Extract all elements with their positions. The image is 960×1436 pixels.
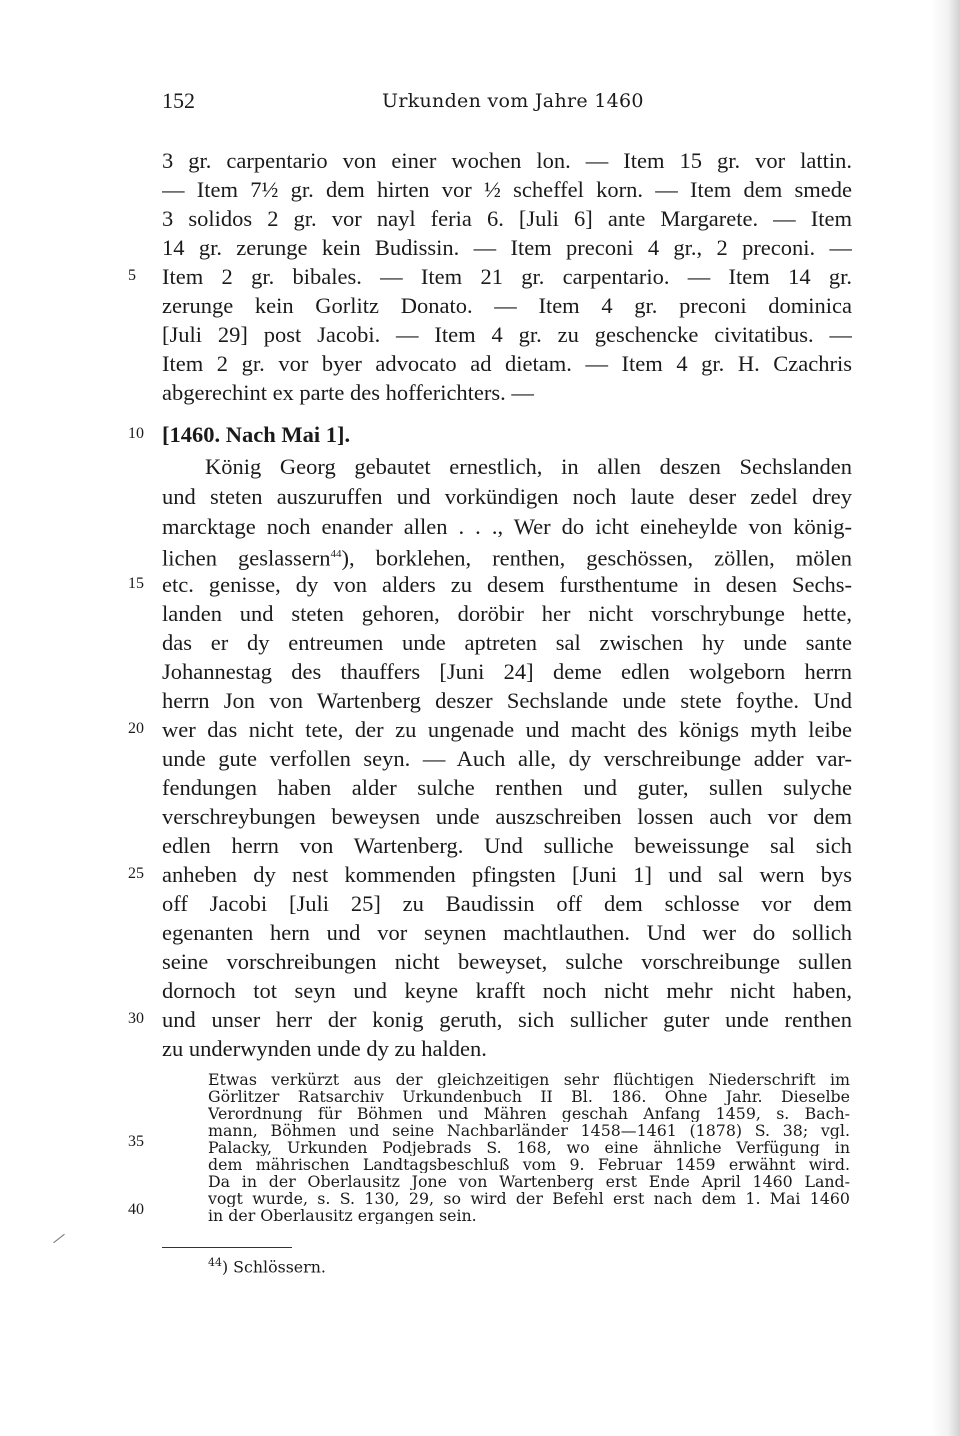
- document-line: seine vorschreibungen nicht beweyset, sulche vorschreibunge sullen: [162, 949, 852, 974]
- document-line: marcktage noch enander allen . . ., Wer do icht eineheylde von könig-: [162, 514, 852, 539]
- document-line: anheben dy nest kommenden pfingsten [Juni 1] und sal wern bys: [162, 862, 852, 887]
- line-number: 35: [128, 1133, 144, 1150]
- editorial-note-line: Palacky, Urkunden Podjebrads S. 168, wo eine ähnliche Verfügung in: [208, 1139, 850, 1156]
- footnote: [208, 1256, 326, 1276]
- page-edge-shadow: [930, 0, 960, 1436]
- footnote-marker: 44: [208, 1256, 222, 1269]
- body-line: 3 solidos 2 gr. vor nayl feria 6. [Juli 6] ante Margarete. — Item: [162, 206, 852, 231]
- body-line: [Juli 29] post Jacobi. — Item 4 gr. zu geschencke civitatibus. —: [162, 322, 852, 347]
- editorial-note-line: Da in der Oberlausitz Jone von Wartenberg erst Ende April 1460 Land-: [208, 1173, 850, 1190]
- document-heading: [1460. Nach Mai 1].: [162, 422, 351, 447]
- document-line: landen und steten gehoren, doröbir her nicht vorschrybunge hette,: [162, 601, 852, 626]
- editorial-note-line: mann, Böhmen und seine Nachbarländer 1458—1461 (1878) S. 38; vgl.: [208, 1122, 850, 1139]
- document-line: wer das nicht tete, der zu ungenade und macht des königs myth leibe: [162, 717, 852, 742]
- document-line: [162, 540, 852, 573]
- document-line: und steten auszuruffen und vorkündigen noch laute deser zedel drey: [162, 484, 852, 509]
- editorial-note-line: vogt wurde, s. S. 130, 29, so wird der Befehl erst nach dem 1. Mai 1460: [208, 1190, 850, 1207]
- document-line: verschreybungen beweysen unde auszschreiben lossen auch vor dem: [162, 804, 852, 829]
- running-title: Urkunden vom Jahre 1460: [382, 90, 644, 112]
- body-line: 3 gr. carpentario von einer wochen lon. — Item 15 gr. vor lattin.: [162, 148, 852, 173]
- document-line: egenanten hern und vor seynen machtlauthen. Und wer do sollich: [162, 920, 852, 945]
- document-line: etc. genisse, dy von alders zu desem fursthentume in desen Sechs-: [162, 572, 852, 597]
- body-line: zerunge kein Gorlitz Donato. — Item 4 gr. preconi dominica: [162, 293, 852, 318]
- document-line: König Georg gebautet ernestlich, in allen deszen Sechslanden: [205, 454, 852, 479]
- page-header: [162, 88, 852, 118]
- line-number: 10: [128, 425, 144, 442]
- document-line: und unser herr der konig geruth, sich sullicher guter unde renthen: [162, 1007, 852, 1032]
- document-line: Johannestag des thauffers [Juni 24] deme edlen wolgeborn herrn: [162, 659, 852, 684]
- line-number: 5: [128, 267, 136, 284]
- line-number: 30: [128, 1010, 144, 1027]
- body-line: 14 gr. zerunge kein Budissin. — Item preconi 4 gr., 2 preconi. —: [162, 235, 852, 260]
- document-line: das er dy entreumen unde aptreten sal zwischen hy unde sante: [162, 630, 852, 655]
- document-line-end: ), borklehen, renthen, geschössen, zöllen, mölen: [341, 545, 852, 571]
- editorial-note-line: dem mährischen Landtagsbeschluß vom 9. Februar 1459 erwähnt wird.: [208, 1156, 850, 1173]
- body-line: — Item 7½ gr. dem hirten vor ½ scheffel korn. — Item dem smede: [162, 177, 852, 202]
- editorial-note-line: Verordnung für Böhmen und Mähren geschah Anfang 1459, s. Bach-: [208, 1105, 850, 1122]
- pencil-mark: [53, 1234, 65, 1243]
- editorial-note-line: Görlitzer Ratsarchiv Urkundenbuch II Bl. 186. Ohne Jahr. Dieselbe: [208, 1088, 850, 1105]
- line-number: 20: [128, 720, 144, 737]
- body-line: Item 2 gr. bibales. — Item 21 gr. carpentario. — Item 14 gr.: [162, 264, 852, 289]
- line-number: 40: [128, 1201, 144, 1218]
- line-number: 25: [128, 865, 144, 882]
- editorial-note-line: in der Oberlausitz ergangen sein.: [208, 1207, 477, 1224]
- editorial-note-line: Etwas verkürzt aus der gleichzeitigen sehr flüchtigen Niederschrift im: [208, 1071, 850, 1088]
- footnote-reference: 44: [330, 548, 342, 560]
- document-line: fendungen haben alder sulche renthen und guter, sullen sulyche: [162, 775, 852, 800]
- document-line: dornoch tot seyn und keyne krafft noch nicht mehr nicht haben,: [162, 978, 852, 1003]
- document-line: edlen herrn von Wartenberg. Und sulliche beweissunge sal sich: [162, 833, 852, 858]
- document-line: off Jacobi [Juli 25] zu Baudissin off dem schlosse vor dem: [162, 891, 852, 916]
- document-line-start: lichen geslassern: [162, 545, 331, 571]
- document-line: zu underwynden unde dy zu halden.: [162, 1036, 487, 1061]
- body-line: abgerechint ex parte des hofferichters. —: [162, 380, 534, 405]
- footnote-text: ) Schlössern.: [222, 1257, 326, 1277]
- footnote-divider: [162, 1247, 292, 1248]
- document-line: herrn Jon von Wartenberg deszer Sechslande unde stete foythe. Und: [162, 688, 852, 713]
- body-line: Item 2 gr. vor byer advocato ad dietam. — Item 4 gr. H. Czachris: [162, 351, 852, 376]
- line-number: 15: [128, 575, 144, 592]
- page-number: 152: [162, 88, 195, 113]
- document-line: unde gute verfollen seyn. — Auch alle, dy verschreibunge adder var-: [162, 746, 852, 771]
